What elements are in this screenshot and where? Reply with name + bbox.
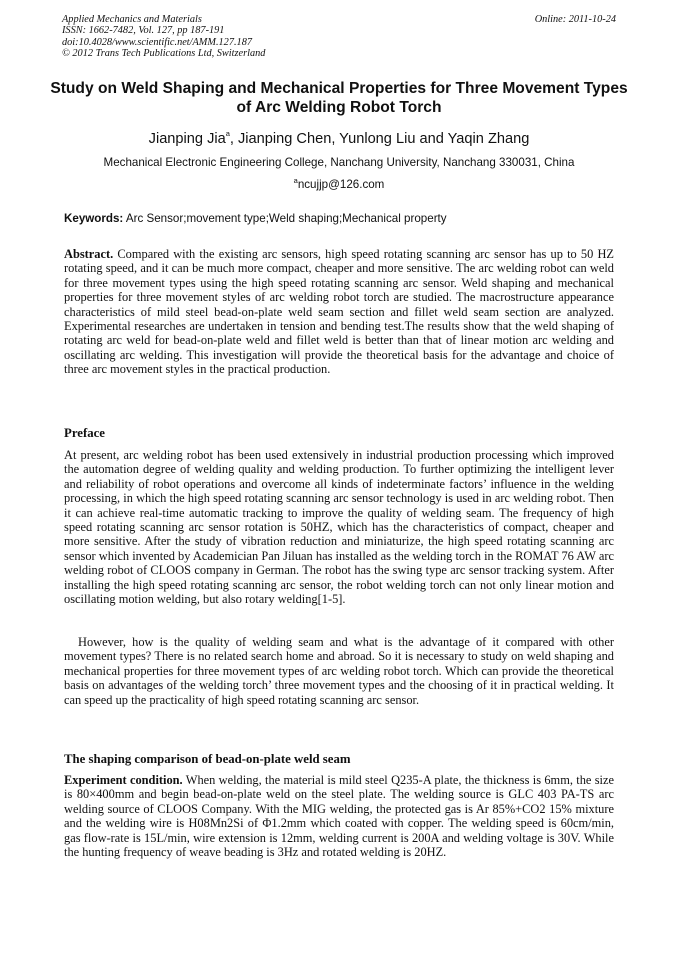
- author-superscript: a: [225, 129, 230, 138]
- email-address[interactable]: ncujjp@126.com: [297, 178, 385, 191]
- preface-paragraph-1: At present, arc welding robot has been used extensively in industrial production processing which improved the automation degree of welding quality and welding production. To further optimizing the intelligent lever and reliability of robot operations and overcome all kinds of indeterminate factors’ influence in the welding processing, in which the high speed rotating scanning arc sensor technology is used in arc welding robot. Then it can achieve real-time automatic tracking to improve the quality of welding seam. The frequency of high speed rotating scanning arc sensor rotation is 50HZ, which has the characteristics of compact, cheaper and more sensitive. After the study of vibration reduction and miniaturize, the high speed rotating scanning arc sensor which invented by Academician Pan Jiluan has installed as the welding torch in the ROMAT 76 AW arc welding robot of CLOOS company in German. The robot has the swing type arc sensor tracking system. After installing the high speed rotating scanning arc sensor, the robot welding torch can not only linear motion and oscillating motion welding, but also rotary welding[1-5].: [64, 448, 614, 607]
- issn-line: ISSN: 1662-7482, Vol. 127, pp 187-191: [62, 25, 225, 37]
- preface-paragraph-2: However, how is the quality of welding seam and what is the advantage of it compared with other movement types? There is no related search home and abroad. So it is necessary to study on weld shaping and mechanical properties for three movement types of arc welding robot torch. Which can provide the theoretical basis on advantages of the welding torch’ three movement types and the choosing of it in practical welding. It can speed up the practicality of high speed rotating scanning arc sensor.: [64, 635, 614, 707]
- keywords-text: Arc Sensor;movement type;Weld shaping;Mechanical property: [125, 212, 447, 225]
- email-superscript: a: [293, 176, 298, 185]
- abstract: [64, 247, 614, 377]
- keywords-label: Keywords:: [64, 212, 124, 225]
- affiliation: Mechanical Electronic Engineering College, Nanchang University, Nanchang 330031, China: [103, 156, 575, 169]
- other-authors: , Jianping Chen, Yunlong Liu and Yaqin Zhang: [229, 131, 530, 147]
- doi-line[interactable]: doi:10.4028/www.scientific.net/AMM.127.187: [62, 36, 252, 48]
- keywords: [64, 212, 616, 226]
- first-author: Jianping Jia: [148, 131, 226, 147]
- author-email: [40, 177, 638, 192]
- experiment-condition-text: When welding, the material is mild steel Q235-A plate, the thickness is 6mm, the size is 80×400mm and begin bead-on-plate weld on the steel plate. The welding source is GLC 403 PA-TS arc welding source of CLOOS Company. With the MIG welding, the protected gas is Ar 85%+CO2 15% mixture and the welding wire is H08Mn2Si of Φ1.2mm which coated with copper. The welding speed is 60cm/min, gas flow-rate is 15L/min, wire extension is 12mm, welding current is 200A and welding voltage is 30V. While the hunting frequency of weave beading is 3Hz and rotated welding is 20HZ.: [64, 773, 614, 860]
- paper-title: Study on Weld Shaping and Mechanical Properties for Three Movement Types of Arc Welding Robot Torch: [50, 80, 628, 116]
- experiment-condition-paragraph: [64, 773, 614, 859]
- journal-name: Applied Mechanics and Materials: [62, 14, 202, 25]
- journal-header: [62, 14, 616, 60]
- online-date: Online: 2011-10-24: [534, 14, 616, 25]
- experiment-condition-label: Experiment condition.: [64, 773, 183, 787]
- copyright-line: © 2012 Trans Tech Publications Ltd, Switzerland: [62, 48, 266, 60]
- section-heading-shaping: The shaping comparison of bead-on-plate weld seam: [64, 752, 351, 766]
- author-list: [40, 130, 638, 148]
- abstract-label: Abstract.: [64, 247, 114, 261]
- abstract-text: Compared with the existing arc sensors, high speed rotating scanning arc sensor has up to 50 HZ rotating speed, and it can be much more compact, cheaper and more sensitive. The arc welding robot can weld for three movement types using the high speed rotating scanning arc sensor. Weld shaping and mechanical properties for three movement styles of arc welding robot torch are studied. The macrostructure appearance characteristics of mild steel bead-on-plate weld seam section and fillet weld seam section are analyzed. Experimental researches are undertaken in tension and bending test.The results show that the weld shaping of rotating arc weld for bead-on-plate weld and fillet weld is better than that of linear motion arc welding and oscillating arc welding. This investigation will provide the theoretical basis for the advantage and choice of three arc movement styles in the practical production.: [64, 247, 614, 377]
- section-heading-preface: Preface: [64, 426, 105, 440]
